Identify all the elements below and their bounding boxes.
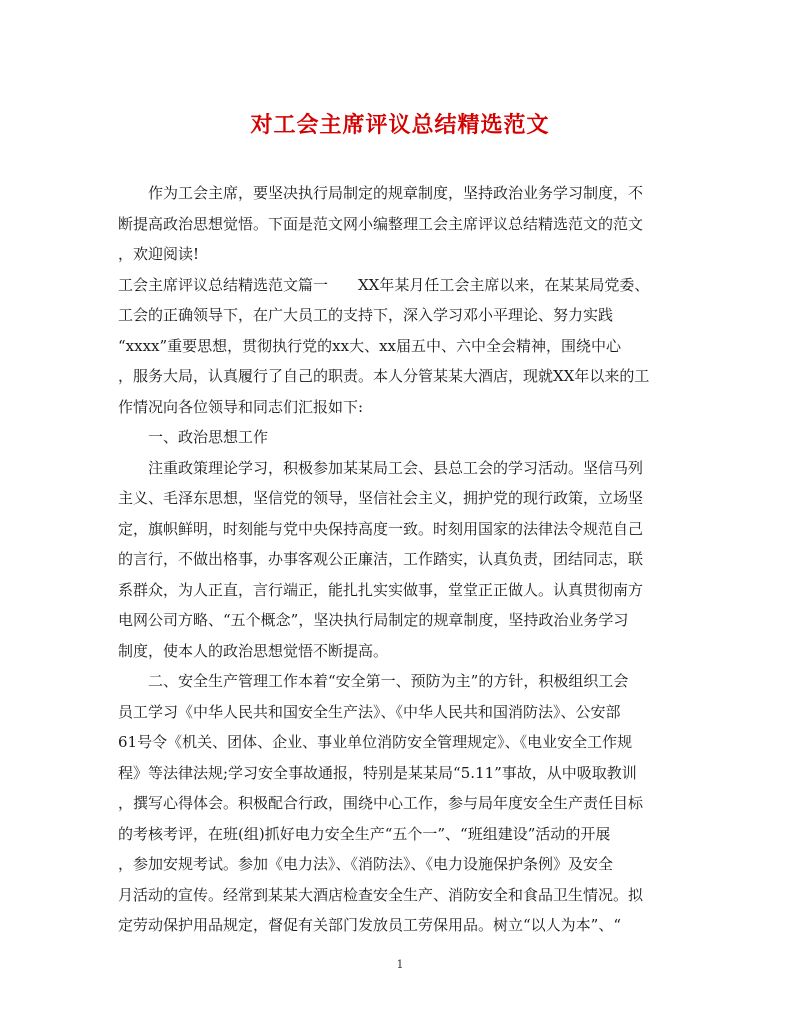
body-line: 断提高政治思想觉悟。下面是范文网小编整理工会主席评议总结精选范文的范文: [118, 214, 644, 233]
body-line: ，服务大局，认真履行了自己的职责。本人分管某某大酒店，现就XX年以来的工: [118, 367, 650, 385]
body-line: 主义、毛泽东思想，坚信党的领导，坚信社会主义，拥护党的现行政策，立场坚: [118, 489, 644, 507]
section-heading: 一、政治思想工作: [118, 428, 269, 446]
body-line: 二、安全生产管理工作本着“安全第一、预防为主”的方针，积极组织工会: [118, 672, 629, 690]
body-line: 工会的正确领导下，在广大员工的支持下，深入学习邓小平理论、努力实践: [118, 306, 614, 324]
body-line: 月活动的宣传。经常到某某大酒店检查安全生产、消防安全和食品卫生情况。拟: [118, 885, 644, 904]
document-title: 对工会主席评议总结精选范文: [250, 112, 550, 138]
body-line: 员工学习《中华人民共和国安全生产法》、《中华人民共和国消防法》、公安部: [118, 702, 621, 721]
body-line: 定劳动保护用品规定，督促有关部门发放员工劳保用品。树立“以人为本”、“: [118, 916, 622, 934]
body-line: 的言行，不做出格事，办事客观公正廉洁，工作踏实，认真负责，团结同志，联: [118, 550, 644, 568]
body-line: 的考核考评，在班(组)抓好电力安全生产“五个一”、“班组建设”活动的开展: [118, 824, 611, 843]
body-line: 系群众，为人正直，言行端正，能扎扎实实做事，堂堂正正做人。认真贯彻南方: [118, 580, 644, 599]
body-line: 作为工会主席，要坚决执行局制定的规章制度，坚持政治业务学习制度，不: [118, 184, 644, 202]
body-line: “xxxx”重要思想，贯彻执行党的xx大、xx届五中、六中全会精神，围绕中心: [118, 336, 622, 355]
body-line: ，参加安规考试。参加《电力法》、《消防法》、《电力设施保护条例》及安全: [118, 855, 614, 873]
body-line: 制度，使本人的政治思想觉悟不断提高。: [118, 641, 389, 660]
body-line: ，撰写心得体会。积极配合行政，围绕中心工作，参与局年度安全生产责任目标: [118, 794, 644, 812]
body-line: 作情况向各位领导和同志们汇报如下:: [118, 397, 364, 416]
page-number: 1: [396, 958, 404, 971]
body-line: ，欢迎阅读!: [118, 245, 200, 263]
body-line: 61号令《机关、团体、企业、事业单位消防安全管理规定》、《电业安全工作规: [118, 733, 633, 751]
document-body: [118, 178, 678, 941]
body-line: 工会主席评议总结精选范文篇一 XX年某月任工会主席以来，在某某局党委、: [118, 275, 650, 294]
body-line: 注重政策理论学习，积极参加某某局工会、县总工会的学习活动。坚信马列: [118, 458, 644, 477]
body-line: 电网公司方略、“五个概念”，坚决执行局制定的规章制度，坚持政治业务学习: [118, 611, 629, 629]
body-line: 定，旗帜鲜明，时刻能与党中央保持高度一致。时刻用国家的法律法令规范自己: [118, 519, 644, 538]
body-line: 程》等法律法规;学习安全事故通报，特别是某某局“5.11”事故，从中吸取教训: [118, 763, 637, 782]
